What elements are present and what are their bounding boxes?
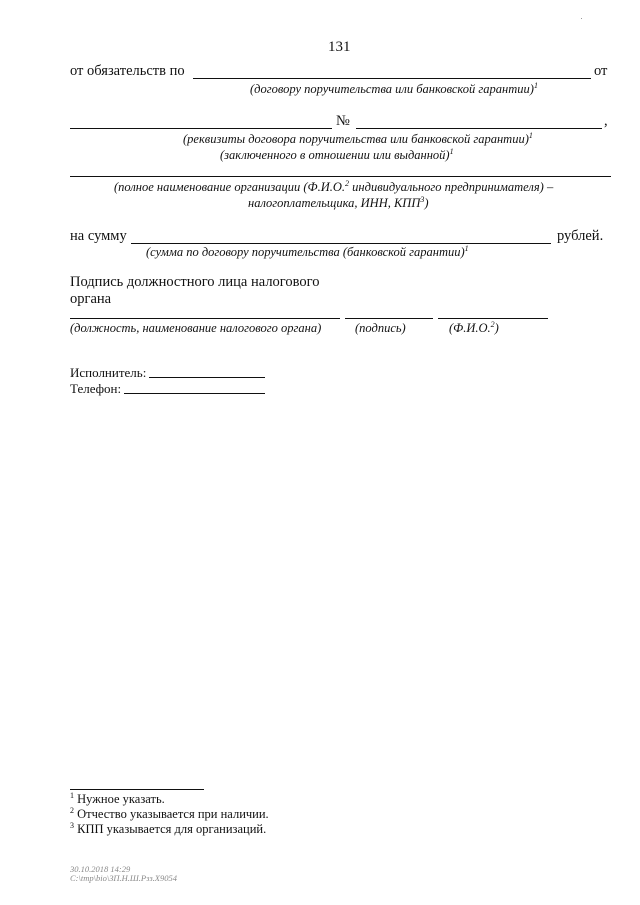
footnote-2: $^2$ Отчество указывается при наличии. [70,805,269,821]
fio-blank[interactable] [438,318,548,319]
obligations-note: (договору поручительства или банковской гарантии)$^1$ [250,80,538,96]
organization-note-1: (полное наименование организации (Ф.И.О.$^2$ индивидуального предпринимателя) – [114,178,554,194]
obligations-prefix: от обязательств по [70,63,185,79]
amount-prefix: на сумму [70,228,127,244]
signature-blank[interactable] [345,318,433,319]
amount-note: (сумма по договору поручительства (банковской гарантии)$^1$ [146,243,469,259]
print-stamp-date: 30.10.2018 14:29 [70,864,131,874]
footnote-3: $^3$ КПП указывается для организаций. [70,820,267,836]
signature-note: (подпись) [355,321,406,335]
amount-blank[interactable] [131,243,551,244]
requisites-note-2: (заключенного в отношении или выданной)$^1$ [220,146,454,162]
executor-blank[interactable] [149,377,265,378]
scan-dot [581,18,582,19]
signature-heading-2: органа [70,291,112,307]
footnote-1: $^1$ Нужное указать. [70,790,165,806]
phone-blank[interactable] [124,393,265,394]
footnote-separator [70,789,204,790]
requisites-note-1: (реквизиты договора поручительства или банковской гарантии)$^1$ [183,130,533,146]
requisites-date-blank[interactable] [70,128,332,129]
number-sign: № [336,113,350,129]
requisites-number-blank[interactable] [356,128,602,129]
position-note: (должность, наименование налогового органа) [70,321,322,335]
amount-suffix: рублей. [557,228,604,244]
obligations-contract-blank[interactable] [193,78,591,79]
page-number: 131 [328,39,351,55]
organization-note-2: налогоплательщика, ИНН, КПП$^3$) [248,194,429,210]
requisites-comma: , [604,113,608,129]
print-stamp-path: С:\tmp\bio\ЗП.Н.Ш.Рзз.Х9054 [70,873,177,883]
position-blank[interactable] [70,318,340,319]
signature-heading-1: Подпись должностного лица налогового [70,274,320,290]
obligations-suffix: от [594,63,608,79]
executor-label: Исполнитель: [70,365,147,380]
organization-name-blank[interactable] [70,176,611,177]
fio-note: (Ф.И.О.$^2$) [449,319,499,335]
phone-label: Телефон: [70,381,122,396]
